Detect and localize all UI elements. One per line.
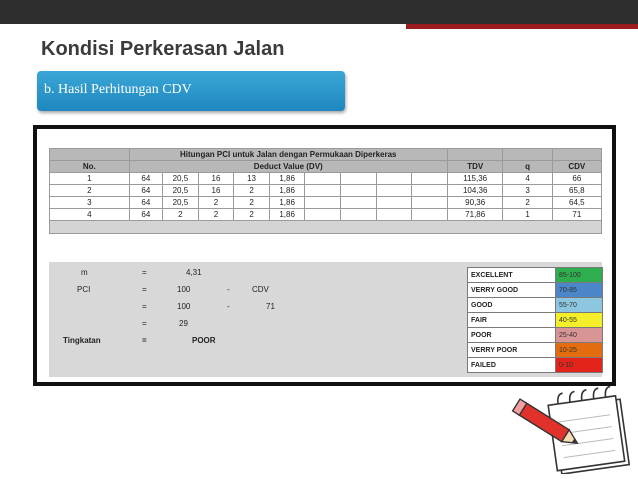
legend-label: POOR (468, 328, 556, 343)
table-row (50, 197, 602, 209)
cell-dv: 16 (198, 185, 234, 197)
legend-row (468, 343, 603, 358)
legend-range: 70-85 (556, 283, 603, 298)
cell-dv: 20,5 (163, 173, 199, 185)
cell-dv (341, 209, 377, 221)
cell-cdv: 71 (552, 209, 601, 221)
cell-dv (376, 173, 412, 185)
legend-range: 85-100 (556, 268, 603, 283)
pci-label: PCI (77, 285, 91, 294)
m-label: m (81, 268, 88, 277)
cell-dv (305, 209, 341, 221)
table-row (50, 173, 602, 185)
cell-dv (305, 197, 341, 209)
legend-label: FAILED (468, 358, 556, 373)
cell-cdv: 64,5 (552, 197, 601, 209)
legend-row (468, 358, 603, 373)
notepad-pencil-icon (508, 386, 630, 474)
tingkatan-label: Tingkatan (63, 336, 101, 345)
cell-dv (412, 209, 448, 221)
legend-row (468, 313, 603, 328)
cell-dv (412, 197, 448, 209)
cell-dv: 20,5 (163, 185, 199, 197)
spreadsheet-frame (33, 125, 616, 386)
cell-dv (412, 173, 448, 185)
top-bar-accent (406, 24, 638, 29)
cell-dv: 2 (198, 209, 234, 221)
cell-dv: 2 (234, 185, 270, 197)
header-tdv: TDV (447, 161, 503, 173)
cell-dv (341, 197, 377, 209)
tingkatan-equals: = (142, 336, 147, 345)
cell-q: 3 (503, 185, 552, 197)
legend-label: VERRY GOOD (468, 283, 556, 298)
step2-operand-a: 100 (177, 302, 191, 311)
subtitle-banner (37, 71, 345, 111)
cell-cdv: 65,8 (552, 185, 601, 197)
legend-row (468, 268, 603, 283)
cell-dv: 20,5 (163, 197, 199, 209)
slide-title: Kondisi Perkerasan Jalan (41, 38, 285, 60)
m-equals: = (142, 268, 147, 277)
cell-dv: 1,86 (269, 185, 305, 197)
header-q: q (503, 161, 552, 173)
table-row (50, 209, 602, 221)
step3-value: 29 (179, 319, 188, 328)
cell-dv: 64 (129, 185, 163, 197)
legend-label: EXCELLENT (468, 268, 556, 283)
pci-minus: - (227, 285, 230, 294)
cell-dv: 64 (129, 197, 163, 209)
pci-table (49, 148, 602, 234)
pci-operand-b: CDV (252, 285, 269, 294)
cell-dv: 13 (234, 173, 270, 185)
legend-label: GOOD (468, 298, 556, 313)
cell-no: 2 (50, 185, 130, 197)
legend-range: 25-40 (556, 328, 603, 343)
header-no: No. (50, 161, 130, 173)
cell-dv: 1,86 (269, 173, 305, 185)
legend-label: FAIR (468, 313, 556, 328)
table-separator-row (50, 221, 602, 234)
cell-dv: 64 (129, 173, 163, 185)
m-value: 4,31 (186, 268, 202, 277)
cell-q: 1 (503, 209, 552, 221)
cell-tdv: 71,86 (447, 209, 503, 221)
header-cdv: CDV (552, 161, 601, 173)
cell-tdv: 115,36 (447, 173, 503, 185)
cell-no: 4 (50, 209, 130, 221)
cell-dv (412, 185, 448, 197)
cell-q: 2 (503, 197, 552, 209)
table-header-row (50, 161, 602, 173)
cell-dv (376, 185, 412, 197)
cell-dv: 1,86 (269, 209, 305, 221)
cell-dv (341, 185, 377, 197)
legend-row (468, 328, 603, 343)
cell-dv (305, 185, 341, 197)
legend-range: 55-70 (556, 298, 603, 313)
spreadsheet-sheet (37, 129, 612, 382)
legend-range: 0-10 (556, 358, 603, 373)
cell-dv: 2 (198, 197, 234, 209)
legend-row (468, 298, 603, 313)
cell-no: 3 (50, 197, 130, 209)
step2-equals: = (142, 302, 147, 311)
cell-dv (305, 173, 341, 185)
cell-dv: 64 (129, 209, 163, 221)
subtitle-text: b. Hasil Perhitungan CDV (44, 82, 192, 97)
table-title: Hitungan PCI untuk Jalan dengan Permukaan Diperkeras (129, 149, 447, 161)
cell-cdv: 66 (552, 173, 601, 185)
pci-operand-a: 100 (177, 285, 191, 294)
calculation-panel (49, 262, 602, 377)
table-row (50, 185, 602, 197)
step2-minus: - (227, 302, 230, 311)
cell-no: 1 (50, 173, 130, 185)
top-bar (0, 0, 638, 24)
table-body (50, 173, 602, 221)
cell-dv (341, 173, 377, 185)
cell-dv: 2 (234, 209, 270, 221)
legend-label: VERRY POOR (468, 343, 556, 358)
cell-dv: 16 (198, 173, 234, 185)
cell-dv (376, 197, 412, 209)
cell-tdv: 104,36 (447, 185, 503, 197)
cell-dv: 2 (163, 209, 199, 221)
cell-dv: 1,86 (269, 197, 305, 209)
legend-range: 10-25 (556, 343, 603, 358)
legend-row (468, 283, 603, 298)
legend-range: 40-55 (556, 313, 603, 328)
condition-legend (467, 267, 603, 373)
table-title-row (50, 149, 602, 161)
tingkatan-value: POOR (192, 336, 216, 345)
step3-equals: = (142, 319, 147, 328)
cell-tdv: 90,36 (447, 197, 503, 209)
cell-dv: 2 (234, 197, 270, 209)
cell-q: 4 (503, 173, 552, 185)
cell-dv (376, 209, 412, 221)
pci-equals: = (142, 285, 147, 294)
header-deduct-value: Deduct Value (DV) (129, 161, 447, 173)
step2-operand-b: 71 (266, 302, 275, 311)
